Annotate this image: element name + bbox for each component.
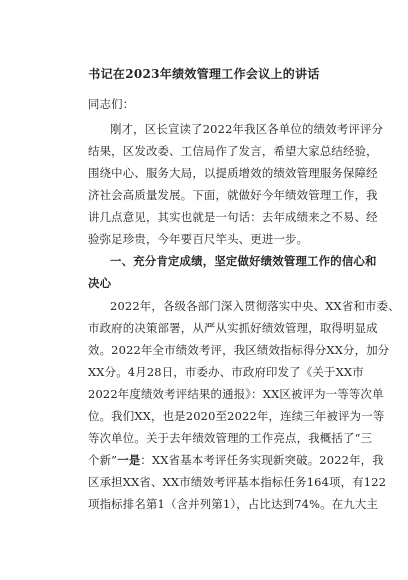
emphasis-lead: 一是 [117, 453, 141, 467]
body-line: 2022年，各级各部门深入贯彻落实中央、XX省和市委、 [110, 299, 400, 313]
document-title: 书记在2023年绩效管理工作会议上的讲话 [88, 67, 320, 81]
body-line: 效。2022年全市绩效考评，我区绩效指标得分XX分，加分 [88, 343, 390, 357]
body-text: ：XX省基本考评任务实现新突破。2022年，我 [140, 453, 384, 467]
body-line: 围绕中心、服务大局，以提质增效的绩效管理服务保障经 [88, 166, 378, 180]
body-line: 位。我们XX，也是2020至2022年，连续三年被评为一等 [88, 409, 385, 423]
body-line: 2022年度绩效考评结果的通报》：XX区被评为一等等次单 [88, 387, 384, 401]
body-line: 刚才，区长宣读了2022年我区各单位的绩效考评评分 [110, 122, 384, 136]
body-line: XX分。4月28日，市委办、市政府印发了《关于XX市 [88, 365, 364, 379]
body-line: 济社会高质量发展。下面，就做好今年绩效管理工作，我 [88, 188, 378, 202]
body-line: 区承担XX省、XX市绩效考评基本指标任务164项，有122 [88, 475, 387, 489]
body-line: 结果，区发改委、工信局作了发言，希望大家总结经验， [88, 144, 378, 158]
body-text: 个新” [88, 453, 118, 467]
body-line: 项指标排名第1（含并列第1），占比达到74%。在九大主 [88, 497, 379, 511]
body-line: 讲几点意见，其实也就是一句话：去年成绩来之不易、经 [88, 210, 378, 224]
body-line: 市政府的决策部署，从严从实抓好绩效管理，取得明显成 [88, 321, 378, 335]
body-line: 等次单位。关于去年绩效管理的工作亮点，我概括了“三 [88, 431, 373, 445]
section-heading: 一、充分肯定成绩，坚定做好绩效管理工作的信心和 [110, 254, 377, 268]
salutation: 同志们： [88, 97, 135, 111]
section-heading: 决心 [88, 276, 112, 290]
body-line: 验弥足珍贵，今年要百尺竿头、更进一步。 [88, 232, 309, 246]
body-line [88, 452, 384, 468]
